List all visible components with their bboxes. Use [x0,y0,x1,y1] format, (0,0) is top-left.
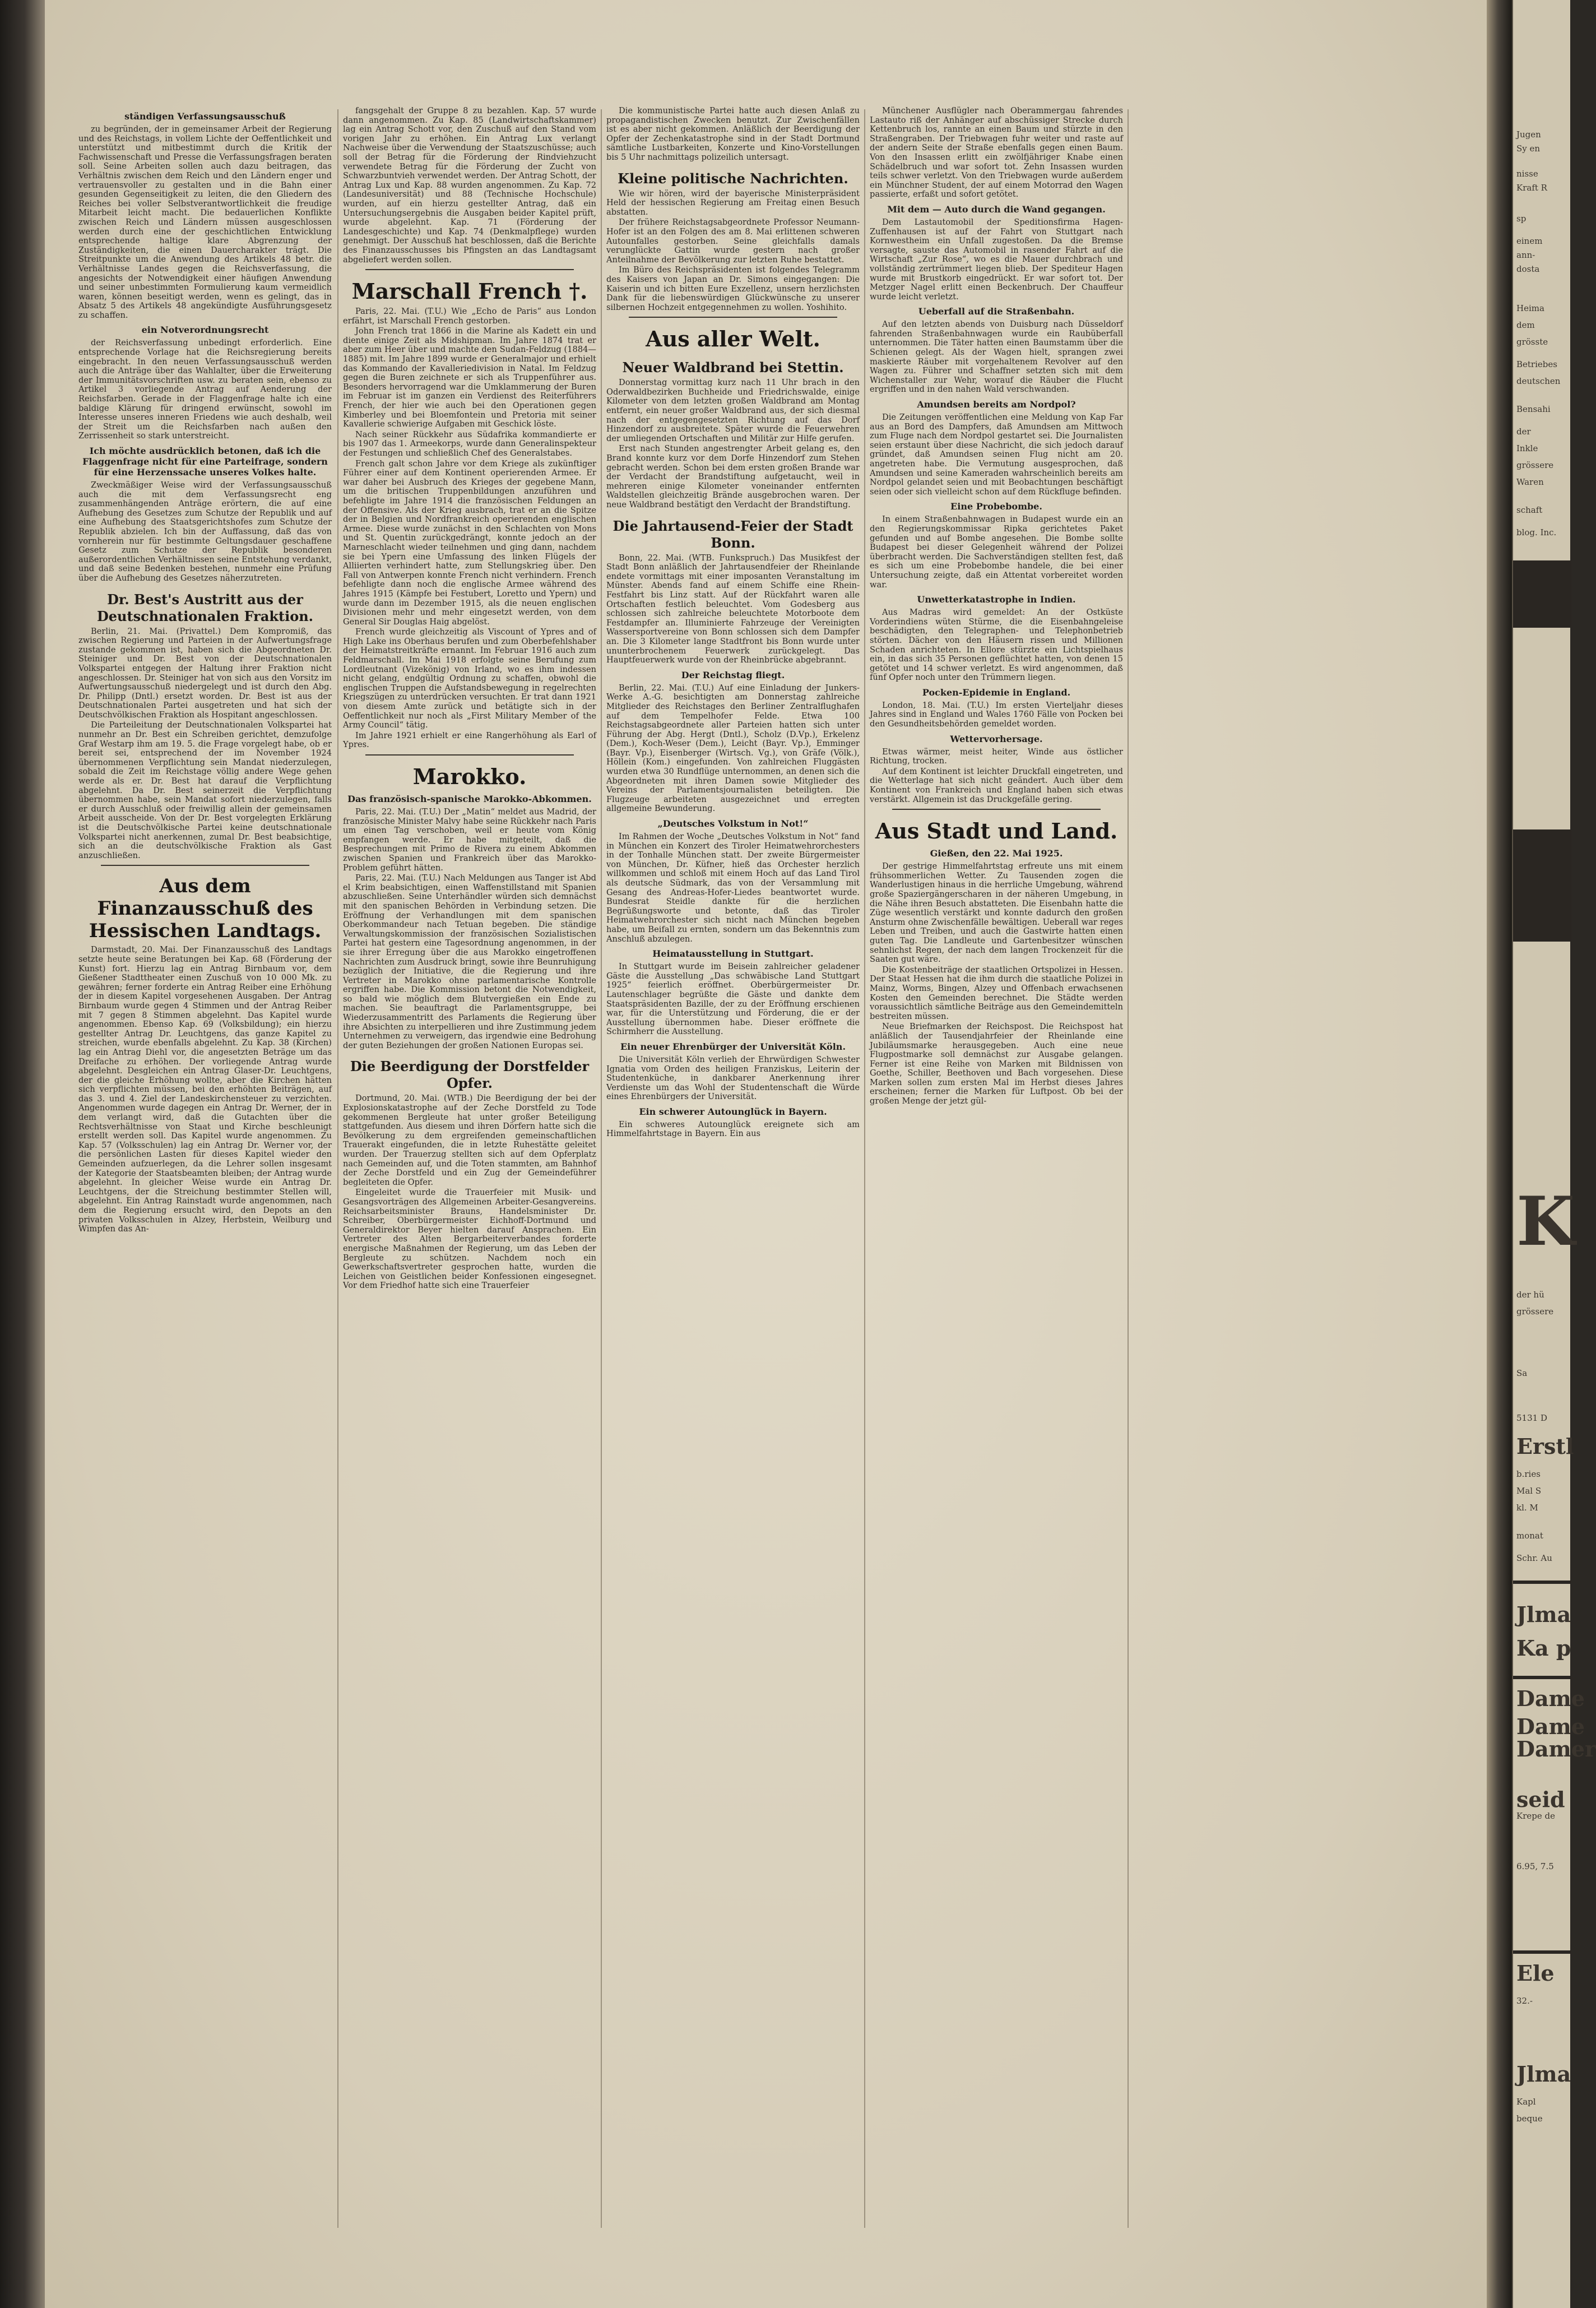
article-paragraph: Dortmund, 20. Mai. (WTB.) Die Beerdigung der bei der Explosionskatastrophe auf der Zeche Dorstfeld zu Tode gekommenen Bergleute hat unter großer Beteiligung stattgefunden. Aus diesem und ihren Dörfern hatte sich die Bevölkerung zu dem ergreifenden gemeinschaftlichen Trauerakt eingefunden, die in letzte Ruhestätte geleitet wurden. Der Trauerzug stellten sich auf dem Opferplatz nach Gemeinden auf, und die Toten stammten, am Bahnhof der Zeche Dorstfeld und ein Zug der Gemeindeführer begleiteten die Opfer. [343,1093,596,1187]
article-subheading: ein Notverordnungsrecht [141,325,269,336]
section-headline: Marschall French †. [351,279,588,304]
article-paragraph: French wurde gleichzeitig als Viscount of Ypres and of High Lake ins Oberhaus berufen und zum Oberbefehlshaber der Heimatstreitkräfte ernannt. Im Februar 1916 auch zum Feldmarschall. Im Mai 1918 erfolgte seine Berufung zum Lordleutnant (Vizekönig) von Irland, wo es ihm indessen nicht gelang, endgültig Ordnung zu schaffen, obwohl die englischen Truppen die Aufstandsbewegung in regelrechten Kriegszügen zu unterdrücken versuchten. Er trat dann 1921 von diesem Amte zurück und betätigte sich in der Oeffentlichkeit nur noch als „First Military Member of the Army Council“ tätig. [343,627,596,730]
adjacent-page-fragment: Damer [1516,1736,1596,1762]
adjacent-page-fragment: Sy en [1516,143,1541,154]
column-rule [601,109,602,2228]
article-paragraph: Wie wir hören, wird der bayerische Ministerpräsident Held der hessischen Regierung am Freitag einen Besuch abstatten. [606,188,860,217]
headline-rule [629,317,837,318]
article-paragraph: London, 18. Mai. (T.U.) Im ersten Vierteljahr dieses Jahres sind in England und Wales 1760 Fälle von Pocken bei den Gesundheitsbehörden gemeldet worden. [870,700,1123,729]
headline-rule [365,269,574,270]
adjacent-page-fragment: Jlma [1516,2061,1571,2087]
adjacent-page-big-letter: K [1516,1182,1575,1261]
adjacent-page-fragment: Erstl [1516,1434,1574,1459]
headline-rule [892,809,1101,810]
article-paragraph: Erst nach Stunden angestrengter Arbeit gelang es, den Brand konnte kurz vor dem Dorfe Hinzendorf zum Stehen gebracht werden. Schon bei dem ersten großen Brande war der Verdacht der Brandstiftung aufgetaucht, weil in mehreren einige Kilometer voneinander entfernten Waldstellen gleichzeitig Brände ausgebrochen waren. Der neue Waldbrand bestätigt den Verdacht der Brandstiftung. [606,444,860,509]
adjacent-page-fragment: Kapl [1516,2097,1536,2107]
adjacent-page-fragment: dosta [1516,264,1540,274]
article-paragraph: Darmstadt, 20. Mai. Der Finanzausschuß des Landtags setzte heute seine Beratungen bei Kap. 68 (Förderung der Kunst) fort. Hierzu lag ein Antrag Birnbaum vor, dem Gießener Stadttheater einen Zuschuß von 10 000 Mk. zu gewähren; ferner forderte ein Antrag Reiber eine Erhöhung der in diesem Kapitel vorgesehenen Ausgaben. Der Antrag Birnbaum wurde gegen 4 Stimmen und der Antrag Reiber mit 7 gegen 8 Stimmen abgelehnt. Das Kapitel wurde angenommen. Ebenso Kap. 69 (Volksbildung); ein hierzu gestellter Antrag Dr. Leuchtgens, das ganze Kapitel zu streichen, wurde ebenfalls abgelehnt. Zu Kap. 38 (Kirchen) lag ein Antrag Diehl vor, die angesetzten Beträge um das Dreifache zu erhöhen. Der vorliegende Antrag wurde abgelehnt. Desgleichen ein Antrag Glaser-Dr. Leuchtgens, der die gleiche Erhöhung wollte, aber die Kirchen hätten sich verpflichten müssen, bei den erhöhten Beiträgen, auf das 3. und 4. Ziel der Landeskirchensteuer zu verzichten. Angenommen wurde dagegen ein Antrag Dr. Werner, der in dem verlangt wird, daß die Gutachten über die Rechtsverhältnisse von Staat und Kirche beschleunigt erstellt werden soll. Das Kapitel wurde angenommen. Zu Kap. 57 (Volksschulen) lag ein Antrag Dr. Werner vor, der die persönlichen Lasten für dieses Kapitel wieder den Gemeinden aufzuerlegen, da die Lehrer sollen insgesamt der Kategorie der Staatsbeamten bleiben; der Antrag wurde abgelehnt. In gleicher Weise wurde ein Antrag Dr. Leuchtgens, der die Streichung bestimmter Stellen will, abgelehnt. Ein Antrag Rainstadt wurde angenommen, nach dem die Regierung ersucht wird, den Depots an den privaten Volksschulen in Alzey, Herbstein, Weilburg und Wimpfen das An- [78,945,332,1234]
headline-rule [365,754,574,756]
adjacent-page-fragment: Dame [1516,1714,1585,1739]
article-paragraph: Die Parteileitung der Deutschnationalen Volkspartei hat nunmehr an Dr. Best ein Schreiben gerichtet, demzufolge Graf Westarp ihm am 19. 5. die Frage vorgelegt habe, ob er bereit sei, entsprechend der im November 1924 übernommenen Verpflichtung sein Mandat niederzulegen, sobald die Zeit im Reichstage völlig andere Wege gehen werde als er. Dr. Best hat darauf die Verpflichtung abgelehnt. Da Dr. Best seinerzeit die Verpflichtung übernommen habe, sein Mandat sofort niederzulegen, falls er durch Ausschluß oder freiwillig allein der gemeinsamen Arbeit ausscheide. Von der Dr. Best vorgelegten Erklärung ist die Deutschvölkische Partei keine deutschnationale Volkspartei nicht anerkennen, zumal Dr. Best beabsichtige, sich an die deutschvölkische Fraktion als Gast anzuschließen. [78,720,332,860]
article-paragraph: Paris, 22. Mai. (T.U.) Nach Meldungen aus Tanger ist Abd el Krim beabsichtigen, einen Waffenstillstand mit Spanien abzuschließen. Seine Unterhändler würden sich demnächst mit den spanischen Behörden in Verbindung setzen. Die Eröffnung der Verhandlungen mit dem spanischen Oberkommandeur nach Tetuan begeben. Die ständige Verwaltungskommission der französischen Sozialistischen Partei hat gestern eine Tagesordnung angenommen, in der sie ihrer Erregung über die aus Marokko eingetroffenen Nachrichten zum Ausdruck bringt, sowie ihre Beunruhigung bezüglich der Initiative, die die Regierung und ihre Vertreter in Marokko ohne parlamentarische Kontrolle ergriffen habe. Die Kommission betont die Notwendigkeit, so bald wie möglich dem Blutvergießen ein Ende zu machen. Sie beauftragt die Parlamentsgruppe, bei Wiederzusammentritt des Parlaments die Regierung über ihre Absichten zu interpellieren und ihre Zustimmung jedem Unternehmen zu verweigern, das irgendwie eine Bedrohung der guten Beziehungen der großen Nationen Europas sei. [343,873,596,1050]
adjacent-page-fragment: Mal S [1516,1486,1542,1496]
headline-rule [101,865,309,866]
article-headline: Kleine politische Nachrichten. [618,170,848,187]
column-rule [864,109,865,2228]
adjacent-page-ad-rule [1513,829,1571,942]
article-headline: Die Beerdigung der Dorstfelder Opfer. [350,1058,590,1092]
adjacent-page-fragment: Ka p [1516,1635,1571,1661]
binding-spine [0,0,45,2308]
adjacent-page-fragment: seid [1516,1787,1565,1812]
adjacent-page-fragment: Inkle [1516,443,1538,453]
article-paragraph: Die Universität Köln verlieh der Ehrwürdigen Schwester Ignatia vom Orden des heiligen Franziskus, Leiterin der Studentenküche, in dankbarer Anerkennung ihrer Verdienste um das Wohl der Studentenschaft die Würde eines Ehrenbürgers der Universität. [606,1054,860,1102]
adjacent-page-fragment: grösste [1516,337,1548,347]
adjacent-page-ad-rule [1513,1581,1571,1584]
adjacent-page-fragment: deutschen [1516,376,1561,386]
adjacent-page-fragment: schaft [1516,505,1543,515]
article-paragraph: Die Kostenbeiträge der staatlichen Ortspolizei in Hessen. Der Staat Hessen hat die ihm durch die staatliche Polizei in Mainz, Worms, Bingen, Alzey und Offenbach erwachsenen Kosten den Gemeinden berechnet. Die Städte werden voraussichtlich sämtliche Beiträge aus den Gemeindemitteln bestreiten müssen. [870,965,1123,1021]
adjacent-page-edge [1512,0,1596,2308]
adjacent-page-fragment: grössere [1516,1306,1554,1317]
column-rule [337,109,338,2228]
article-paragraph: John French trat 1866 in die Marine als Kadett ein und diente einige Zeit als Midshipman. Im Jahre 1874 trat er aber zum Heer über und machte den Sudan-Feldzug (1884—1885) mit. Im Jahre 1899 wurde er Generalmajor und erhielt das Kommando der Kavalleriedivision in Natal. Im Feldzug gegen die Buren zeichnete er sich als Truppenführer aus. Besonders hervorragend war die Umklammerung der Buren im Februar ist im ganzen ein Verdienst des Reiterführers French, der hier wie auch bei den Operationen gegen Kimberley und bei Bloemfontein und Pretoria mit seiner Kavallerie schwierige Aufgaben mit Geschick löste. [343,326,596,429]
column-rule [1128,109,1129,2228]
article-subheading: Amundsen bereits am Nordpol? [917,399,1076,410]
article-paragraph: Nach seiner Rückkehr aus Südafrika kommandierte er bis 1907 das 1. Armeekorps, wurde dann Generalinspekteur der Festungen und schließlich Chef des Generalstabes. [343,429,596,458]
article-subheading: Unwetterkatastrophe in Indien. [917,594,1076,605]
article-paragraph: Im Rahmen der Woche „Deutsches Volkstum in Not“ fand in München ein Konzert des Tiroler Heimatwehrorchesters in der Tonhalle München statt. Der zweite Bürgermeister von München, Dr. Küfner, hieß das Orchester herzlich willkommen und schloß mit einem Hoch auf das Land Tirol als deutsche Südmark, das von der Versammlung mit Gesang des Andreas-Hofer-Liedes beantwortet wurde. Bundesrat Steidle dankte für die herzlichen Begrüßungsworte und betonte, daß das Tiroler Heimatwehrorchester sich nicht nach München begeben habe, um Beifall zu ernten, sondern um das Bekenntnis zum Anschluß abzulegen. [606,832,860,944]
adjacent-page-fragment: 6.95, 7.5 [1516,1861,1554,1871]
article-paragraph: Auf den letzten abends von Duisburg nach Düsseldorf fahrenden Straßenbahnwagen wurde ein Raubüberfall unternommen. Die Täter hatten einen Baumstamm über die Schienen gelegt. Als der Wagen hielt, sprangen zwei maskierte Räuber mit vorgehaltenem Revolver auf den Wagen zu. Führer und Schaffner setzten sich mit dem Wichenstaller zur Wehr, worauf die Räuber die Flucht ergriffen und in den nahen Wald verschwanden. [870,319,1123,395]
article-paragraph: Eingeleitet wurde die Trauerfeier mit Musik- und Gesangsvorträgen des Allgemeinen Arbeiter-Gesangvereins. Reichsarbeitsminister Brauns, Handelsminister Dr. Schreiber, Oberbürgermeister Eichhoff-Dortmund und Generaldirektor Beyer hielten darauf Ansprachen. Ein Vertreter des Alten Bergarbeiterverbandes forderte energische Maßnahmen der Regierung, um das Leben der Bergleute zu schützen. Nachdem noch ein Gewerkschaftsvertreter gesprochen hatte, wurden die Leichen von Geistlichen beider Konfessionen eingesegnet. Vor dem Friedhof hatte sich eine Trauerfeier [343,1188,596,1291]
adjacent-page-fragment: der [1516,427,1531,437]
article-headline: Neuer Waldbrand bei Stettin. [622,359,844,376]
article-paragraph: der Reichsverfassung unbedingt erforderlich. Eine entsprechende Vorlage hat die Reichsregierung bereits eingebracht. In den neuen Verfassungsausschuß werden auch die Anträge über das Wahlalter, über die Erweiterung der Immunitätsvorschriften usw. zu beraten sein, ebenso zu Artikel 3 vorliegende Antrag auf Aenderung der Reichsfarben. Gerade in der Flaggenfrage halte ich eine baldige Klärung für dringend erwünscht, sowohl im Interesse unseres inneren Friedens wie auch deshalb, weil der Streit um die Reichsfarben nach außen den Zerrissenheit so stark unterstreicht. [78,338,332,441]
article-paragraph: Berlin, 22. Mai. (T.U.) Auf eine Einladung der Junkers-Werke A.-G. besichtigten am Donnerstag zahlreiche Mitglieder des Reichstages den Berliner Zentralflughafen auf dem Tempelhofer Felde. Etwa 100 Reichstagsabgeordnete aller Parteien hatten sich unter Führung der Abg. Hergt (Dntl.), Scholz (D.Vp.), Erkelenz (Dem.), Koch-Weser (Dem.), Leicht (Bayr. Vp.), Emminger (Bayr. Vp.), Eisenberger (Wirtsch. Vg.), von Gräfe (Völk.), Höllein (Kom.) eingefunden. Von zahlreichen Fluggästen wurden etwa 30 Rundflüge unternommen, an denen sich die Abgeordneten mit ihren Damen sowie Mitglieder des Vereins der Parlamentsjournalisten beteiligten. Die Flugzeuge arbeiteten ausgezeichnet und erregten allgemeine Bewunderung. [606,683,860,814]
adjacent-page-fragment: dem [1516,320,1535,330]
article-subheading: Eine Probebombe. [950,501,1042,512]
adjacent-page-fragment: Bensahi [1516,404,1551,414]
article-paragraph: Die Zeitungen veröffentlichen eine Meldung von Kap Far aus an Bord des Dampfers, daß Amundsen am Mittwoch zum Fluge nach dem Nordpol gestartet sei. Die Journalisten seien erstaunt über diese Nachricht, die sich jedoch darauf gründet, daß Amundsen seinen Flug nicht am 20. angetreten habe. Die Vermutung ausgesprochen, daß Amundsen und seine Kameraden wahrscheinlich bereits am Nordpol gelandet seien und mit Beobachtungen beschäftigt seien oder sich vielleicht schon auf dem Rückfluge befinden. [870,413,1123,497]
article-paragraph: In einem Straßenbahnwagen in Budapest wurde ein an den Regierungskommissar Ripka gerichtetes Paket gefunden und auf Bombe angesehen. Die Bombe sollte Budapest bei dieser Gelegenheit während der Polizei überbracht werden. Die Sachverständigen stellten fest, daß es sich um eine Probebombe handele, die bei einer Untersuchung zeigte, daß ein Attentat vorbereitet worden war. [870,515,1123,590]
article-paragraph: fangsgehalt der Gruppe 8 zu bezahlen. Kap. 57 wurde dann angenommen. Zu Kap. 85 (Landwirtschaftskammer) lag ein Antrag Schott vor, den Zuschuß auf den Stand vom vorigen Jahr zu erhöhen. Ein Antrag Lux verlangt Nachweise über die Verwendung der Staatszuschüsse; auch soll der Betrag für die Förderung der Rindviehzucht verwendete Betrag für die Förderung der Zucht von Schwarzbuntvieh verwendet werden. Der Antrag Schott, der Antrag Lux und Kap. 88 wurden angenommen. Zu Kap. 72 (Landesuniversität) und 88 (Technische Hochschule) wurden, auf ein hierzu gestellter Antrag, daß ein Untersuchungsergebnis die Ausgaben beider Kapitel prüft, wurde abgelehnt. Kap. 71 (Förderung der Landesgeschichte) und Kap. 74 (Denkmalpflege) wurden genehmigt. Der Ausschuß hat beschlossen, daß die Berichte des Finanzausschusses bis Pfingsten an das Landtagsamt abgeliefert werden sollen. [343,106,596,265]
article-headline: Die Jahrtausend-Feier der Stadt Bonn. [613,517,853,551]
adjacent-page-fragment: grössere [1516,460,1554,470]
adjacent-page-fragment: Jugen [1516,129,1541,140]
adjacent-page-fragment: Krepe de [1516,1811,1555,1821]
article-paragraph: In Stuttgart wurde im Beisein zahlreicher geladener Gäste die Ausstellung „Das schwäbische Land Stuttgart 1925“ feierlich eröffnet. Oberbürgermeister Dr. Lautenschlager begrüßte die Gäste und dankte dem Staatspräsidenten Bazille, der zu der Eröffnung erschienen war, für die Unterstützung und Förderung, die er der Ausstellung übernommen habe. Dieser eröffnete die Schirmherr die Ausstellung. [606,962,860,1037]
column-1 [78,106,332,2281]
adjacent-page-fragment: beque [1516,2114,1543,2124]
article-headline: Dr. Best's Austritt aus der Deutschnationalen Fraktion. [96,591,314,624]
article-subheading: Heimatausstellung in Stuttgart. [652,948,814,960]
article-paragraph: Paris, 22. Mai. (T.U.) Wie „Echo de Paris“ aus London erfährt, ist Marschall French gestorben. [343,307,596,326]
article-subheading: Mit dem — Auto durch die Wand gegangen. [887,203,1106,215]
article-paragraph: Auf dem Kontinent ist leichter Druckfall eingetreten, und die Wetterlage hat sich nicht geändert. Auch über dem Kontinent von Frankreich und England haben sich etwas verstärkt. Allgemein ist das Druckgefälle gering. [870,766,1123,804]
adjacent-page-fragment: Sa [1516,1368,1528,1378]
adjacent-page-fragment: Schr. Au [1516,1553,1552,1563]
article-paragraph: French galt schon Jahre vor dem Kriege als zukünftiger Führer einer auf dem Kontinent operierenden Armee. Er war daher bei Ausbruch des Krieges der gegebene Mann, um die britischen Truppenbildungen anzuführen und befehligte im Jahre 1914 die französischen Feldungen an der Offensive. Als der Krieg ausbrach, trat er an die Spitze der in Belgien und Nordfrankreich operierenden englischen Armee. Diese wurde zunächst in den Schlachten von Mons und St. Quentin zurückgedrängt, konnte jedoch an der Marneschlacht wieder teilnehmen und ging dann, nachdem sie bei Ypern eine Umfassung des linken Flügels der Alliierten verhindert hatte, zum Stellungskrieg über. Den Fall von Antwerpen konnte French nicht verhindern. French befehligte dann noch die englische Armee während des Jahres 1915 (Kämpfe bei Festubert, Loretto und Ypern) und wurde dann im Dezember 1915, als die neuen englischen Divisionen mehr und mehr eingesetzt werden, von dem General Sir Douglas Haig abgelöst. [343,458,596,627]
article-paragraph: Etwas wärmer, meist heiter, Winde aus östlicher Richtung, trocken. [870,747,1123,766]
adjacent-page-fragment: Heima [1516,303,1544,313]
article-subheading: Ueberfall auf die Straßenbahn. [918,306,1075,317]
article-paragraph: Der frühere Reichstagsabgeordnete Professor Neumann-Hofer ist an den Folgen des am 8. Mai erlittenen schweren Autounfalles gestorben. Seine gleichfalls damals verunglückte Gattin wurde gestern nach großer Anteilnahme der Bevölkerung zur letzten Ruhe bestattet. [606,217,860,265]
article-subheading: Der Reichstag fliegt. [681,669,785,680]
article-paragraph: Berlin, 21. Mai. (Privattel.) Dem Kompromiß, das zwischen Regierung und Parteien in der Aufwertungsfrage zustande gekommen ist, haben sich die Abgeordneten Dr. Steiniger und Dr. Best von der Deutschnationalen Volkspartei entgegen der Haltung ihrer Fraktion nicht angeschlossen. Dr. Steiniger hat von sich aus den Vorsitz im Aufwertungsausschuß niedergelegt und ist durch den Abg. Dr. Philipp (Dntl.) ersetzt worden. Dr. Best ist aus der Deutschnationalen Partei ausgetreten und hat sich der Deutschvölkischen Fraktion als Hospitant angeschlossen. [78,626,332,720]
adjacent-page-fragment: blog. Inc. [1516,527,1557,537]
article-paragraph: Im Jahre 1921 erhielt er eine Rangerhöhung als Earl of Ypres. [343,730,596,750]
article-paragraph: Die kommunistische Partei hatte auch diesen Anlaß zu propagandistischen Zwecken benutzt. Zur Zwischenfällen ist es aber nicht gekommen. Anläßlich der Beerdigung der Opfer der Zechenkatastrophe sind in der Stadt Dortmund sämtliche Lustbarkeiten, Konzerte und Kino-Vorstellungen bis 5 Uhr nachmittags polizeilich untersagt. [606,106,860,162]
adjacent-page-fragment: der hü [1516,1290,1544,1300]
adjacent-page-fragment: Waren [1516,477,1544,487]
adjacent-page-fragment: 5131 D [1516,1413,1547,1423]
article-paragraph: Aus Madras wird gemeldet: An der Ostküste Vorderindiens wüten Stürme, die die Eisenbahngeleise beschädigten, den Telegraphen- und Telephonbetrieb störten. Dächer von den Häusern rissen und Millionen Schaden anrichteten. In Ellore stürzte ein Lichtspielhaus ein, in das sich 35 Personen geflüchtet hatten, von denen 15 getötet und 14 schwer verletzt. Es wird angenommen, daß fünf Opfer noch unter den Trümmern liegen. [870,608,1123,683]
article-subheading: Das französisch-spanische Marokko-Abkommen. [347,794,592,804]
adjacent-page-fragment: Kraft R [1516,183,1547,193]
article-paragraph: Der gestrige Himmelfahrtstag erfreute uns mit einem frühsommerlichen Wetter. Zu Tausenden zogen die Wanderlustigen hinaus in die herrliche Umgebung, während große Spaziergängerscharen in der näheren Umgebung, in die Nähe ihren Besuch abstatteten. Die Eisenbahn hatte die Züge wesentlich verstärkt und konnte dadurch den großen Ansturm ohne Zwischenfälle bewältigen. Ueberall war reges Leben und Treiben, und auch die Gastwirte hatten einen guten Tag. Die Landleute und Gartenbesitzer wünschen sehnlichst Regen, der nach dem langen Trockenzeit für die Saaten gut wäre. [870,861,1123,965]
article-paragraph: Bonn, 22. Mai. (WTB. Funkspruch.) Das Musikfest der Stadt Bonn anläßlich der Jahrtausendfeier der Rheinlande endete vormittags mit einer imposanten Veranstaltung im Münster. Abends fand auf einem Schiffe eine Rhein-Festfahrt bis Linz statt. Auf der Rückfahrt waren alle Ortschaften festlich beleuchtet. Vom Godesberg aus schlossen sich zahlreiche beleuchtete Motorboote dem Festdampfer an. Illuminierte Fahrzeuge der Vereinigten Wassersportvereine von Bonn schlossen sich dem Dampfer an. Die 3 Kilometer lange Stadtfront bis Bonn wurde unter ununterbrochenem Feuerwerk zurückgelegt. Das Hauptfeuerwerk wurde von der Rheinbrücke abgebrannt. [606,553,860,665]
article-subheading: Ein neuer Ehrenbürger der Universität Köln. [620,1041,846,1052]
section-headline: Aus aller Welt. [646,326,820,352]
adjacent-page-ad-rule [1513,1950,1571,1954]
article-paragraph: Ein schweres Autounglück ereignete sich am Himmelfahrtstage in Bayern. Ein aus [606,1119,860,1139]
adjacent-page-fragment: nisse [1516,169,1538,179]
article-paragraph: Neue Briefmarken der Reichspost. Die Reichspost hat anläßlich der Tausendjahrfeier der Rheinlande eine Jubiläumsmarke herausgegeben. Auch eine neue Flugpostmarke soll demnächst zur Ausgabe gelangen. Ferner ist eine Reihe von Marken mit Bildnissen von Goethe, Schiller, Beethoven und Bach vorgesehen. Diese Marken sollen zum ersten Mal im Herbst dieses Jahres erscheinen; ferner die Marken für Luftpost. Ob bei der großen Menge der jetzt gül- [870,1022,1123,1106]
column-3 [606,106,860,2281]
section-headline: Aus Stadt und Land. [875,818,1118,844]
adjacent-page-fragment: Dame [1516,1686,1585,1711]
column-4 [870,106,1123,2281]
article-paragraph: Im Büro des Reichspräsidenten ist folgendes Telegramm des Kaisers von Japan an Dr. Simons eingegangen: Die Kaiserin und ich bitten Eure Exzellenz, unsern herzlichsten Dank für die liebenswürdigen Glückwünsche zu unserer silbernen Hochzeit entgegennehmen zu wollen. Yoshihito. [606,265,860,312]
article-paragraph: Donnerstag vormittag kurz nach 11 Uhr brach in den Oderwaldbezirken Buchheide und Friedrichswalde, einige Kilometer von dem letzten großen Waldbrand am Montag entfernt, ein neuer großer Waldbrand aus, der sich diesmal nach der entgegengesetzten Richtung auf das Dorf Hinzendorf zu ausbreitete. Später wurde die Feuerwehren der umliegenden Ortschaften und Militär zur Hilfe gerufen. [606,378,860,443]
adjacent-page-fragment: Betriebes [1516,359,1557,369]
adjacent-page-fragment: Ele [1516,1961,1555,1986]
article-subheading: „Deutsches Volkstum in Not!“ [657,818,809,829]
adjacent-page-fragment: ann- [1516,250,1535,260]
article-paragraph: Dem Lastautomobil der Speditionsfirma Hagen-Zuffenhausen ist auf der Fahrt von Stuttgart nach Kornwestheim ein Unfall zugestoßen. Da die Bremse versagte, sauste das Automobil in rasender Fahrt auf die Wirtschaft „Zur Rose“, wo es die Mauer durchbrach und vollständig zertrümmert liegen blieb. Der Spediteur Hagen wurde mit Brustkorb eingedrückt. Er war sofort tot. Der Metzger Nagel erlitt einen Beckenbruch. Der Chauffeur wurde leicht verletzt. [870,217,1123,302]
adjacent-page-fragment: einem [1516,236,1543,246]
adjacent-page-fragment: b.ries [1516,1469,1541,1479]
section-headline: Marokko. [412,764,527,789]
article-subheading: Ich möchte ausdrücklich betonen, daß ich die Flaggenfrage nicht für eine Parteifrage, sondern für eine Herzenssache unseres Volkes halte. [82,446,328,478]
article-subheading: Ein schwerer Autounglück in Bayern. [639,1106,827,1117]
article-subheading: ständigen Verfassungsausschuß [124,111,286,122]
article-subheading: Gießen, den 22. Mai 1925. [930,848,1063,859]
article-paragraph: zu begründen, der in gemeinsamer Arbeit der Regierung und des Reichstags, in vollem Lichte der Oeffentlichkeit und unterstützt und mitbestimmt durch die Kritik der Fachwissenschaft und Presse die Verfassungsfragen beraten soll. Seine Arbeiten sollen auch dazu beitragen, das Verhältnis zwischen dem Reich und den Ländern enger und vertrauensvoller zu gestalten und in die Bahn einer gesunden Gegenseitigkeit zu leiten, die den Gliedern des Reiches bei voller Selbstverantwortlichkeit die freudige Mitarbeit leicht macht. Die bedauerlichen Konflikte zwischen Reich und Ländern müssen ausgeschlossen werden durch eine der geschichtlichen Entwicklung entsprechende haltige klare Abgrenzung der Zuständigkeiten, die einen Dauercharakter trägt. Die Streitpunkte um die Anwendung des Artikels 48 betr. die Verhältnisse Landes gegen die Reichsverfassung, die angesichts der Notwendigkeit einer häufigen Anwendung und seiner unbestimmten Formulierung kaum vermeidlich waren, können beseitigt werden, wenn es gelingt, das in Absatz 5 des Artikels 48 angekündigte Ausführungsgesetz zu schaffen. [78,124,332,320]
page-gutter [1487,0,1512,2308]
article-paragraph: Zweckmäßiger Weise wird der Verfassungsausschuß auch die mit dem Verfassungsrecht eng zusammenhängenden Anträge erörtern, die auf eine Aufhebung des Gesetzes zum Schutze der Republik und auf eine Aufhebung des Staatsgerichtshofes zum Schutze der Republik abzielen. Ich bin der Auffassung, daß das von vornherein nur für bestimmte Geltungsdauer geschaffene Gesetz zum Schutze der Republik besonderen außerordentlichen Verhältnissen seine Entstehung verdankt, und daß seine Bedenken bestehen, nunmehr eine Prüfung über die Aufhebung des Gesetzes näherzutreten. [78,480,332,583]
article-paragraph: Münchener Ausflügler nach Oberammergau fahrendes Lastauto riß der Anhänger auf abschüssiger Strecke durch Kettenbruch los, rannte an einen Baum und stürzte in den Straßengraben. Der Triebwagen fuhr weiter und raste auf der andern Seite der Straße ebenfalls gegen einen Baum. Von den Insassen erlitt ein zwölfjähriger Knabe einen Schädelbruch und war sofort tot. Zehn Insassen wurden teils schwer verletzt. Von den Triebwagen wurde außerdem ein Münchner Student, der auf einem Motorrad den Wagen passierte, erfaßt und sofort getötet. [870,106,1123,200]
section-headline: Aus dem Finanzausschuß des Hessischen Landtags. [89,875,322,943]
adjacent-page-fragment: monat [1516,1531,1543,1541]
adjacent-page-fragment: Jlma [1516,1602,1571,1627]
adjacent-page-ad-rule [1513,1676,1571,1679]
article-subheading: Wettervorhersage. [950,733,1043,744]
adjacent-page-fragment: kl. M [1516,1503,1538,1513]
adjacent-page-ad-rule [1513,560,1571,628]
adjacent-page-fragment: sp [1516,214,1527,224]
article-paragraph: Paris, 22. Mai. (T.U.) Der „Matin“ meldet aus Madrid, der französische Minister Malvy habe seine Rückkehr nach Paris um einen Tag verschoben, weil er heute vom König empfangen werde. Er habe mitgeteilt, daß die Besprechungen mit Primo de Rivera zu einem Abkommen zwischen Spanien und Frankreich über das Marokko-Problem geführt hätten. [343,807,596,873]
adjacent-page-fragment: 32.- [1516,1996,1533,2006]
article-subheading: Pocken-Epidemie in England. [922,687,1071,698]
column-2 [343,106,596,2281]
